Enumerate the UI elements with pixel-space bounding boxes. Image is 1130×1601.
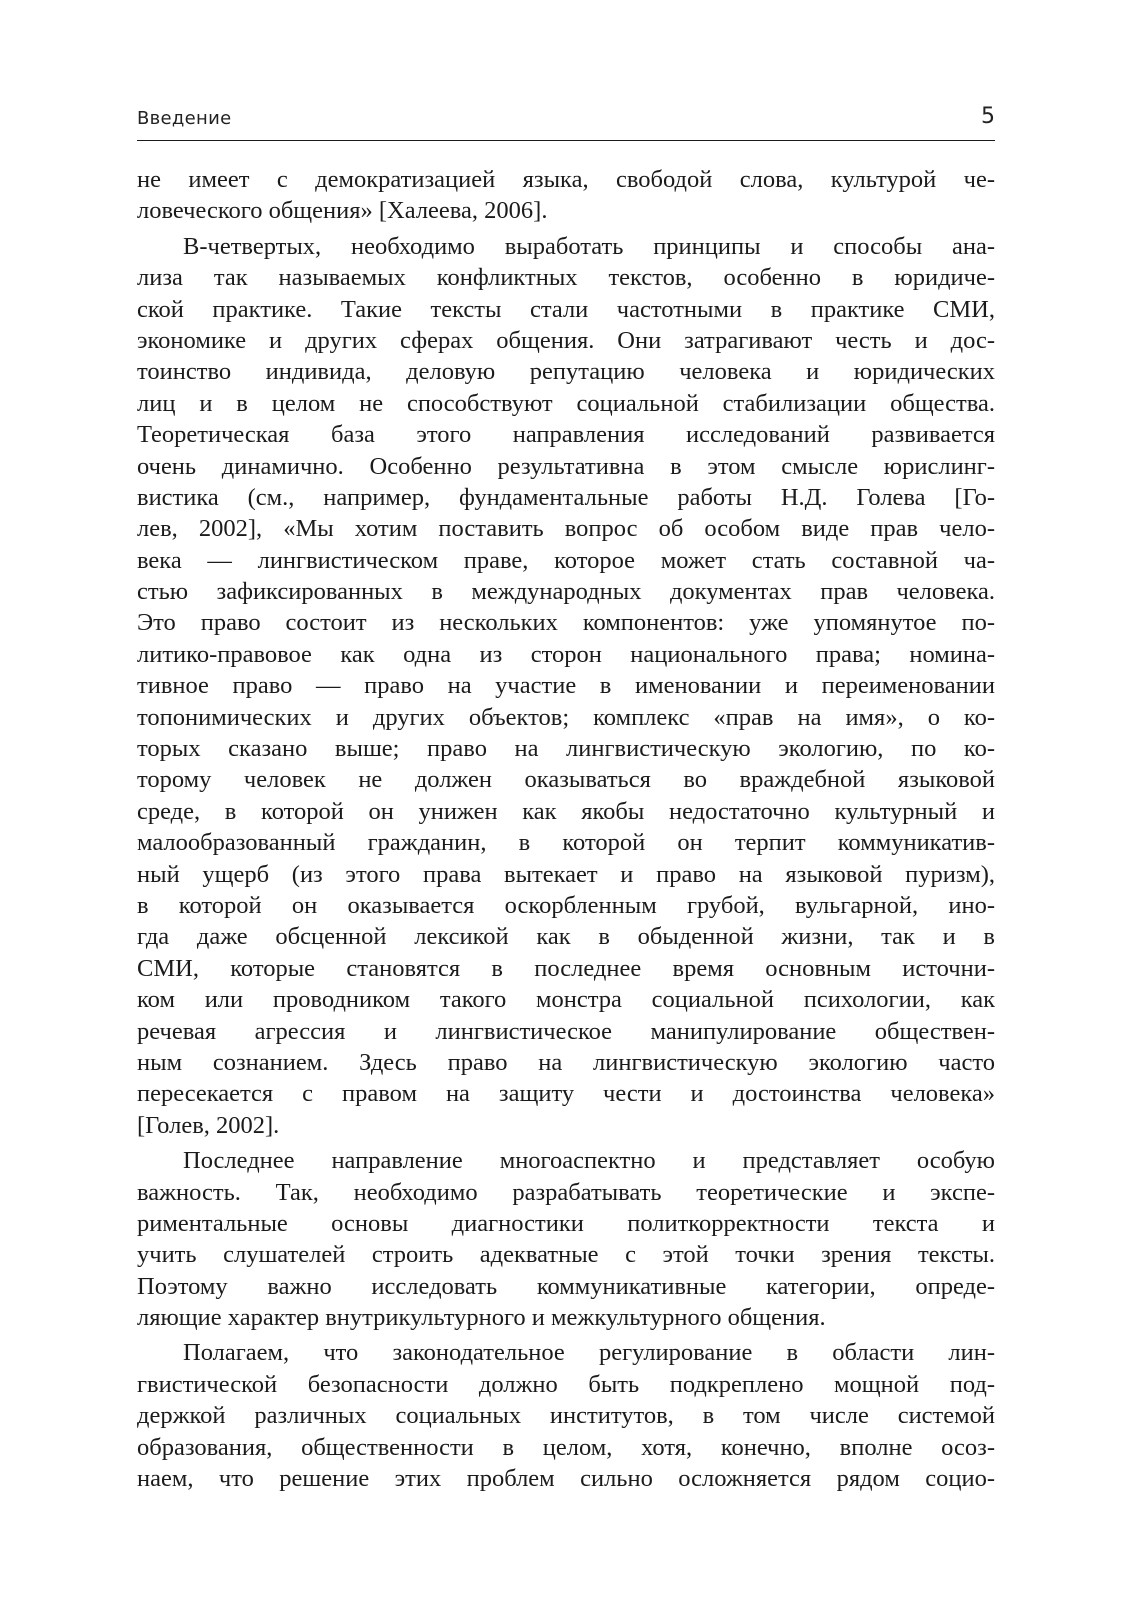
page-number: 5 — [981, 104, 995, 129]
text-line: в которой он оказывается оскорбленным грубой, вульгарной, ино- — [137, 891, 995, 919]
text-line: лиза так называемых конфликтных текстов, особенно в юридиче- — [137, 264, 995, 292]
text-line: тивное право — право на участие в именовании и переименовании — [137, 672, 995, 700]
text-line: стью зафиксированных в международных документах прав человека. — [137, 578, 995, 606]
paragraph — [137, 1145, 995, 1333]
text-line: [Голев, 2002]. — [137, 1111, 280, 1139]
text-line: ным сознанием. Здесь право на лингвистическую экологию часто — [137, 1048, 995, 1076]
text-line: литико-правовое как одна из сторон национального права; номина- — [137, 640, 995, 668]
text-line: держкой различных социальных институтов, в том числе системой — [137, 1402, 995, 1430]
paragraph — [137, 1337, 995, 1494]
text-line: СМИ, которые становятся в последнее время основным источни- — [137, 954, 995, 982]
text-line: лев, 2002], «Мы хотим поставить вопрос об особом виде прав чело- — [137, 515, 995, 543]
text-line: В-четвертых, необходимо выработать принципы и способы ана- — [183, 232, 995, 260]
text-line: Последнее направление многоаспектно и представляет особую — [183, 1147, 995, 1175]
text-line: среде, в которой он унижен как якобы недостаточно культурный и — [137, 797, 995, 825]
text-line: тоинство индивида, деловую репутацию человека и юридических — [137, 358, 995, 386]
text-line: экономике и других сферах общения. Они затрагивают честь и дос- — [137, 326, 995, 354]
text-line: Это право состоит из нескольких компонентов: уже упомянутое по- — [137, 609, 995, 637]
text-line: наем, что решение этих проблем сильно осложняется рядом социо- — [137, 1465, 995, 1493]
text-line: века — лингвистическом праве, которое может стать составной ча- — [137, 546, 995, 574]
text-line: ской практике. Такие тексты стали частотными в практике СМИ, — [137, 295, 995, 323]
text-line: гвистической безопасности должно быть подкреплено мощной под- — [137, 1370, 995, 1398]
text-line: топонимических и других объектов; комплекс «прав на имя», о ко- — [137, 703, 995, 731]
text-line: малообразованный гражданин, в которой он терпит коммуникатив- — [137, 829, 995, 857]
paragraph — [137, 164, 995, 227]
text-line: образования, общественности в целом, хотя, конечно, вполне осоз- — [137, 1433, 995, 1461]
text-line: речевая агрессия и лингвистическое манипулирование обществен- — [137, 1017, 995, 1045]
text-line: вистика (см., например, фундаментальные работы Н.Д. Голева [Го- — [137, 483, 995, 511]
text-line: ком или проводником такого монстра социальной психологии, как — [137, 986, 995, 1014]
text-line: пересекается с правом на защиту чести и достоинства человека» — [137, 1080, 995, 1108]
text-line: Теоретическая база этого направления исследований развивается — [137, 421, 995, 449]
running-header — [137, 104, 995, 141]
running-title: Введение — [137, 108, 232, 129]
text-line: Поэтому важно исследовать коммуникативные категории, опреде- — [137, 1272, 995, 1300]
text-line: торому человек не должен оказываться во враждебной языковой — [137, 766, 995, 794]
text-line: гда даже обсценной лексикой как в обыденной жизни, так и в — [137, 923, 995, 951]
text-line: ный ущерб (из этого права вытекает и право на языковой пуризм), — [137, 860, 995, 888]
paragraph — [137, 231, 995, 1141]
text-line: ляющие характер внутрикультурного и межкультурного общения. — [137, 1304, 826, 1332]
body-text — [137, 164, 995, 1494]
text-line: риментальные основы диагностики политкорректности текста и — [137, 1209, 995, 1237]
text-line: очень динамично. Особенно результативна в этом смысле юрислинг- — [137, 452, 995, 480]
text-line: торых сказано выше; право на лингвистическую экологию, по ко- — [137, 735, 995, 763]
text-line: не имеет с демократизацией языка, свободой слова, культурой че- — [137, 166, 995, 193]
text-line: важность. Так, необходимо разрабатывать теоретические и экспе- — [137, 1178, 995, 1206]
text-line: учить слушателей строить адекватные с этой точки зрения тексты. — [137, 1241, 995, 1269]
text-line: Полагаем, что законодательное регулирование в области лин- — [183, 1339, 995, 1367]
text-line: ловеческого общения» [Халеева, 2006]. — [137, 197, 548, 225]
text-line: лиц и в целом не способствуют социальной стабилизации общества. — [137, 389, 995, 417]
